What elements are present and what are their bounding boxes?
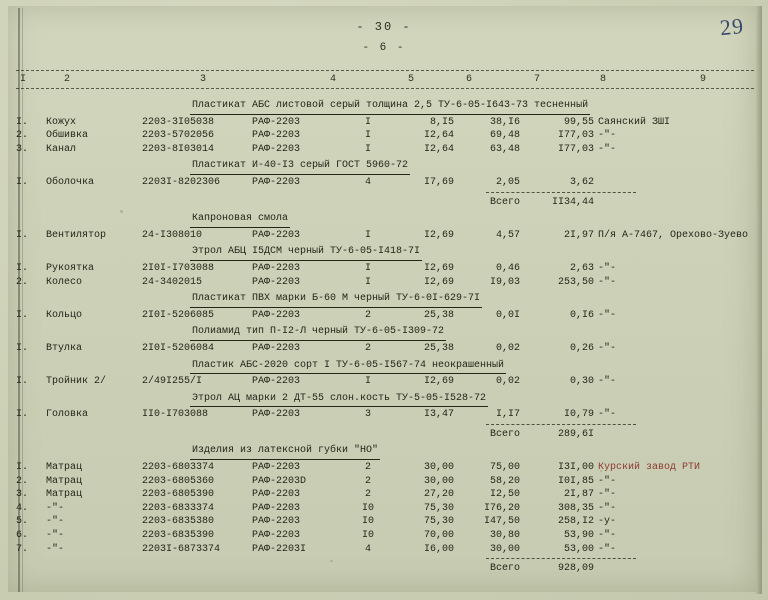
value-1: 30,00 [423, 462, 454, 474]
part-name: Кожух [46, 116, 77, 128]
part-name: Тройник 2/ [46, 376, 107, 388]
supplier-note: -"- [598, 376, 617, 388]
total-spacer [14, 196, 456, 210]
quantity: 2 [364, 489, 371, 501]
table-row [14, 229, 756, 243]
table-row [14, 475, 756, 489]
supplier-note: -"- [598, 262, 617, 274]
column-number: 7 [534, 74, 541, 85]
materials-table [14, 96, 756, 576]
section-heading: Полиамид тип П-I2-Л черный ТУ-6-05-І309-72 [190, 325, 446, 341]
quantity: I0 [361, 516, 374, 528]
column-number: 5 [408, 74, 415, 85]
supplier-note: -"- [598, 143, 617, 155]
part-name: -"- [46, 516, 65, 528]
column-number: 4 [330, 74, 337, 85]
quantity: I [364, 229, 371, 241]
quantity: I0 [361, 502, 374, 514]
part-code: 2203-6835390 [142, 530, 215, 542]
value-1: 30,00 [423, 475, 454, 487]
row-index: 2. [16, 276, 29, 288]
part-code: 2203-6833374 [142, 502, 215, 514]
value-1: 8,I5 [429, 116, 454, 128]
value-3: 2I,87 [563, 489, 594, 501]
part-name: Канал [46, 143, 77, 155]
section-heading-row [14, 96, 756, 116]
part-code: 2203I-8202306 [142, 176, 221, 188]
part-name: Головка [46, 409, 89, 421]
row-index: 2. [16, 475, 29, 487]
section-heading: Пластикат ПВХ марки Б-60 М черный ТУ-6-0І-629-7І [190, 292, 482, 308]
total-spacer [14, 428, 456, 442]
column-number: 3 [200, 74, 207, 85]
quantity: 3 [364, 409, 371, 421]
archive-stamp: 29 [718, 12, 746, 41]
total-divider [486, 558, 636, 560]
row-index: I. [16, 462, 29, 474]
quantity: 2 [364, 475, 371, 487]
table-row [14, 543, 756, 557]
row-index: I. [16, 229, 29, 241]
section-heading: Этрол АЦ марки 2 ДТ-55 слон.кость ТУ-5-05-І528-72 [190, 392, 488, 408]
quantity: I [364, 276, 371, 288]
value-2: 58,20 [489, 475, 520, 487]
supplier-note: -у- [598, 516, 617, 528]
row-index: I. [16, 262, 29, 274]
quantity: 2 [364, 462, 371, 474]
value-3: 2,63 [569, 262, 594, 274]
value-2: 38,I6 [489, 116, 520, 128]
header-rule-top [16, 70, 754, 71]
table-row [14, 176, 756, 190]
model-mark: РАФ-2203 [252, 530, 301, 542]
table-row [14, 408, 756, 422]
supplier-note: -"- [598, 543, 617, 555]
value-3: 258,I2 [557, 516, 594, 528]
value-1: 75,30 [423, 502, 454, 514]
part-name: Кольцо [46, 309, 83, 321]
section-heading: Капроновая смола [190, 212, 290, 228]
row-index: 3. [16, 143, 29, 155]
table-row [14, 143, 756, 157]
table-row [14, 342, 756, 356]
total-label: Всего [489, 563, 520, 575]
supplier-note [596, 176, 756, 190]
part-code: 2203-6805360 [142, 475, 215, 487]
model-mark: РАФ-2203D [252, 475, 307, 487]
part-name: Матрац [46, 462, 83, 474]
model-mark: РАФ-2203I [252, 543, 307, 555]
supplier-note: -"- [598, 502, 617, 514]
value-2: 30,00 [489, 543, 520, 555]
row-index: I. [16, 409, 29, 421]
column-number: 8 [600, 74, 607, 85]
page-right-edge-shadow [756, 6, 762, 594]
total-value: 928,09 [557, 563, 594, 575]
section-heading-row [14, 156, 756, 176]
part-code: 2/49I255/I [142, 376, 203, 388]
value-2: I47,50 [483, 516, 520, 528]
part-name: Матрац [46, 489, 83, 501]
total-value: 289,6I [557, 428, 594, 440]
part-code: 2203-6835380 [142, 516, 215, 528]
value-1: I2,64 [423, 130, 454, 142]
section-heading: Пластик АБС-2020 сорт I ТУ-6-05-І567-74 неокрашенный [190, 359, 506, 375]
total-note [596, 428, 756, 442]
part-code: 2203-5702056 [142, 130, 215, 142]
part-code: 2I0I-5206085 [142, 309, 215, 321]
column-number: 2 [64, 74, 71, 85]
part-code: II0-I703088 [142, 409, 209, 421]
part-name: Вентилятор [46, 229, 107, 241]
model-mark: РАФ-2203 [252, 143, 301, 155]
value-2: I,I7 [495, 409, 520, 421]
value-1: 75,30 [423, 516, 454, 528]
part-code: 2203I-6873374 [142, 543, 221, 555]
quantity: I [364, 116, 371, 128]
model-mark: РАФ-2203 [252, 502, 301, 514]
value-2: 69,48 [489, 130, 520, 142]
part-code: 24-3402015 [142, 276, 203, 288]
value-3: 99,55 [563, 116, 594, 128]
value-3: 0,30 [569, 376, 594, 388]
row-index: I. [16, 342, 29, 354]
value-2: 4,57 [495, 229, 520, 241]
quantity: I [364, 376, 371, 388]
value-3: I3I,00 [557, 462, 594, 474]
value-3: 253,50 [557, 276, 594, 288]
row-index: 6. [16, 530, 29, 542]
row-index: 2. [16, 130, 29, 142]
value-2: 2,05 [495, 176, 520, 188]
part-code: 2203-8I03014 [142, 143, 215, 155]
total-label: Всего [489, 428, 520, 440]
table-row [14, 262, 756, 276]
value-3: 0,26 [569, 342, 594, 354]
model-mark: РАФ-2203 [252, 489, 301, 501]
value-1: I2,69 [423, 262, 454, 274]
value-3: 308,35 [557, 502, 594, 514]
total-value: II34,44 [551, 196, 594, 208]
section-heading: Изделия из латексной губки "НО" [190, 444, 380, 460]
header-rule-bottom [16, 88, 754, 89]
total-note [596, 196, 756, 210]
section-heading-row [14, 209, 756, 229]
value-2: 0,46 [495, 262, 520, 274]
model-mark: РАФ-2203 [252, 309, 301, 321]
total-row [14, 428, 756, 442]
section-heading: Пластикат И-40-I3 серый ГОСТ 5960-72 [190, 159, 410, 175]
value-2: 0,0I [495, 309, 520, 321]
part-name: Колесо [46, 276, 83, 288]
supplier-note: -"- [598, 309, 617, 321]
value-1: I2,69 [423, 276, 454, 288]
part-code: 2I0I-I703088 [142, 262, 215, 274]
row-index: I. [16, 116, 29, 128]
value-2: 63,48 [489, 143, 520, 155]
part-name: -"- [46, 543, 65, 555]
part-name: Оболочка [46, 176, 95, 188]
value-3: I0,79 [563, 409, 594, 421]
model-mark: РАФ-2203 [252, 276, 301, 288]
supplier-note: Саянский ЗШІ [598, 116, 671, 128]
model-mark: РАФ-2203 [252, 376, 301, 388]
row-index: I. [16, 309, 29, 321]
row-index: 3. [16, 489, 29, 501]
value-1: I2,69 [423, 376, 454, 388]
value-1: I6,00 [423, 543, 454, 555]
model-mark: РАФ-2203 [252, 342, 301, 354]
supplier-note: -"- [598, 489, 617, 501]
supplier-note: -"- [598, 475, 617, 487]
section-heading-row [14, 389, 756, 409]
page-number: - 30 - [356, 20, 412, 34]
table-row [14, 276, 756, 290]
table-row [14, 461, 756, 475]
total-row [14, 196, 756, 210]
value-3: I77,03 [557, 143, 594, 155]
model-mark: РАФ-2203 [252, 516, 301, 528]
model-mark: РАФ-2203 [252, 176, 301, 188]
section-heading-row [14, 242, 756, 262]
section-heading-row [14, 356, 756, 376]
quantity: I0 [361, 530, 374, 542]
model-mark: РАФ-2203 [252, 130, 301, 142]
row-index: I. [16, 176, 29, 188]
part-code: 2203-3I05038 [142, 116, 215, 128]
value-2: 30,80 [489, 530, 520, 542]
value-2: I2,50 [489, 489, 520, 501]
value-3: 53,90 [563, 530, 594, 542]
total-row [14, 562, 756, 576]
quantity: I [364, 130, 371, 142]
part-code: 24-I308010 [142, 229, 203, 241]
part-name: Рукоятка [46, 262, 95, 274]
table-row [14, 375, 756, 389]
supplier-note: П/я А-7467, Орехово-Зуево [598, 229, 749, 241]
supplier-note: -"- [598, 409, 617, 421]
quantity: 4 [364, 176, 371, 188]
supplier-note: -"- [598, 530, 617, 542]
value-2: 75,00 [489, 462, 520, 474]
part-name: Обшивка [46, 130, 89, 142]
part-code: 2203-6805390 [142, 489, 215, 501]
total-divider [486, 192, 636, 194]
part-code: 2203-6803374 [142, 462, 215, 474]
value-2: I76,20 [483, 502, 520, 514]
value-3: I0I,85 [557, 475, 594, 487]
value-1: 25,38 [423, 342, 454, 354]
supplier-note: -"- [598, 130, 617, 142]
value-3: I77,03 [557, 130, 594, 142]
section-heading: Этрол АБЦ I5ДСМ черный ТУ-6-05-І418-7І [190, 245, 422, 261]
table-row [14, 488, 756, 502]
model-mark: РАФ-2203 [252, 229, 301, 241]
supplier-note: -"- [598, 276, 617, 288]
section-heading-row [14, 322, 756, 342]
total-spacer [14, 562, 456, 576]
quantity: 2 [364, 309, 371, 321]
value-1: I7,69 [423, 176, 454, 188]
value-2: I9,03 [489, 276, 520, 288]
quantity: 4 [364, 543, 371, 555]
part-name: -"- [46, 502, 65, 514]
table-row [14, 116, 756, 130]
sheet-number: - 6 - [362, 42, 406, 54]
part-name: Матрац [46, 475, 83, 487]
part-code: 2I0I-5206084 [142, 342, 215, 354]
total-label: Всего [489, 196, 520, 208]
section-heading-row [14, 289, 756, 309]
value-2: 0,02 [495, 342, 520, 354]
section-heading: Пластикат АБС листовой серый толщина 2,5 ТУ-6-05-І643-73 тесненный [190, 99, 590, 115]
total-divider [486, 424, 636, 426]
supplier-note: Курский завод РТИ [598, 462, 701, 474]
model-mark: РАФ-2203 [252, 462, 301, 474]
value-2: 0,02 [495, 376, 520, 388]
value-3: 53,00 [563, 543, 594, 555]
table-row [14, 129, 756, 143]
part-name: Втулка [46, 342, 83, 354]
value-1: I2,69 [423, 229, 454, 241]
total-note [596, 562, 756, 576]
row-index: 5. [16, 516, 29, 528]
row-index: 7. [16, 543, 29, 555]
value-1: 25,38 [423, 309, 454, 321]
value-3: 3,62 [569, 176, 594, 188]
row-index: 4. [16, 502, 29, 514]
table-row [14, 529, 756, 543]
column-number: 6 [466, 74, 473, 85]
quantity: I [364, 143, 371, 155]
table-row [14, 502, 756, 516]
supplier-note: -"- [598, 342, 617, 354]
row-index: I. [16, 376, 29, 388]
value-1: I3,47 [423, 409, 454, 421]
value-1: I2,64 [423, 143, 454, 155]
value-1: 27,20 [423, 489, 454, 501]
value-3: 0,I6 [569, 309, 594, 321]
quantity: I [364, 262, 371, 274]
column-number: I [20, 74, 27, 85]
part-name: -"- [46, 530, 65, 542]
section-heading-row [14, 441, 756, 461]
model-mark: РАФ-2203 [252, 262, 301, 274]
model-mark: РАФ-2203 [252, 116, 301, 128]
column-number: 9 [700, 74, 707, 85]
quantity: 2 [364, 342, 371, 354]
model-mark: РАФ-2203 [252, 409, 301, 421]
value-1: 70,00 [423, 530, 454, 542]
table-row [14, 309, 756, 323]
table-row [14, 515, 756, 529]
value-3: 2I,97 [563, 229, 594, 241]
